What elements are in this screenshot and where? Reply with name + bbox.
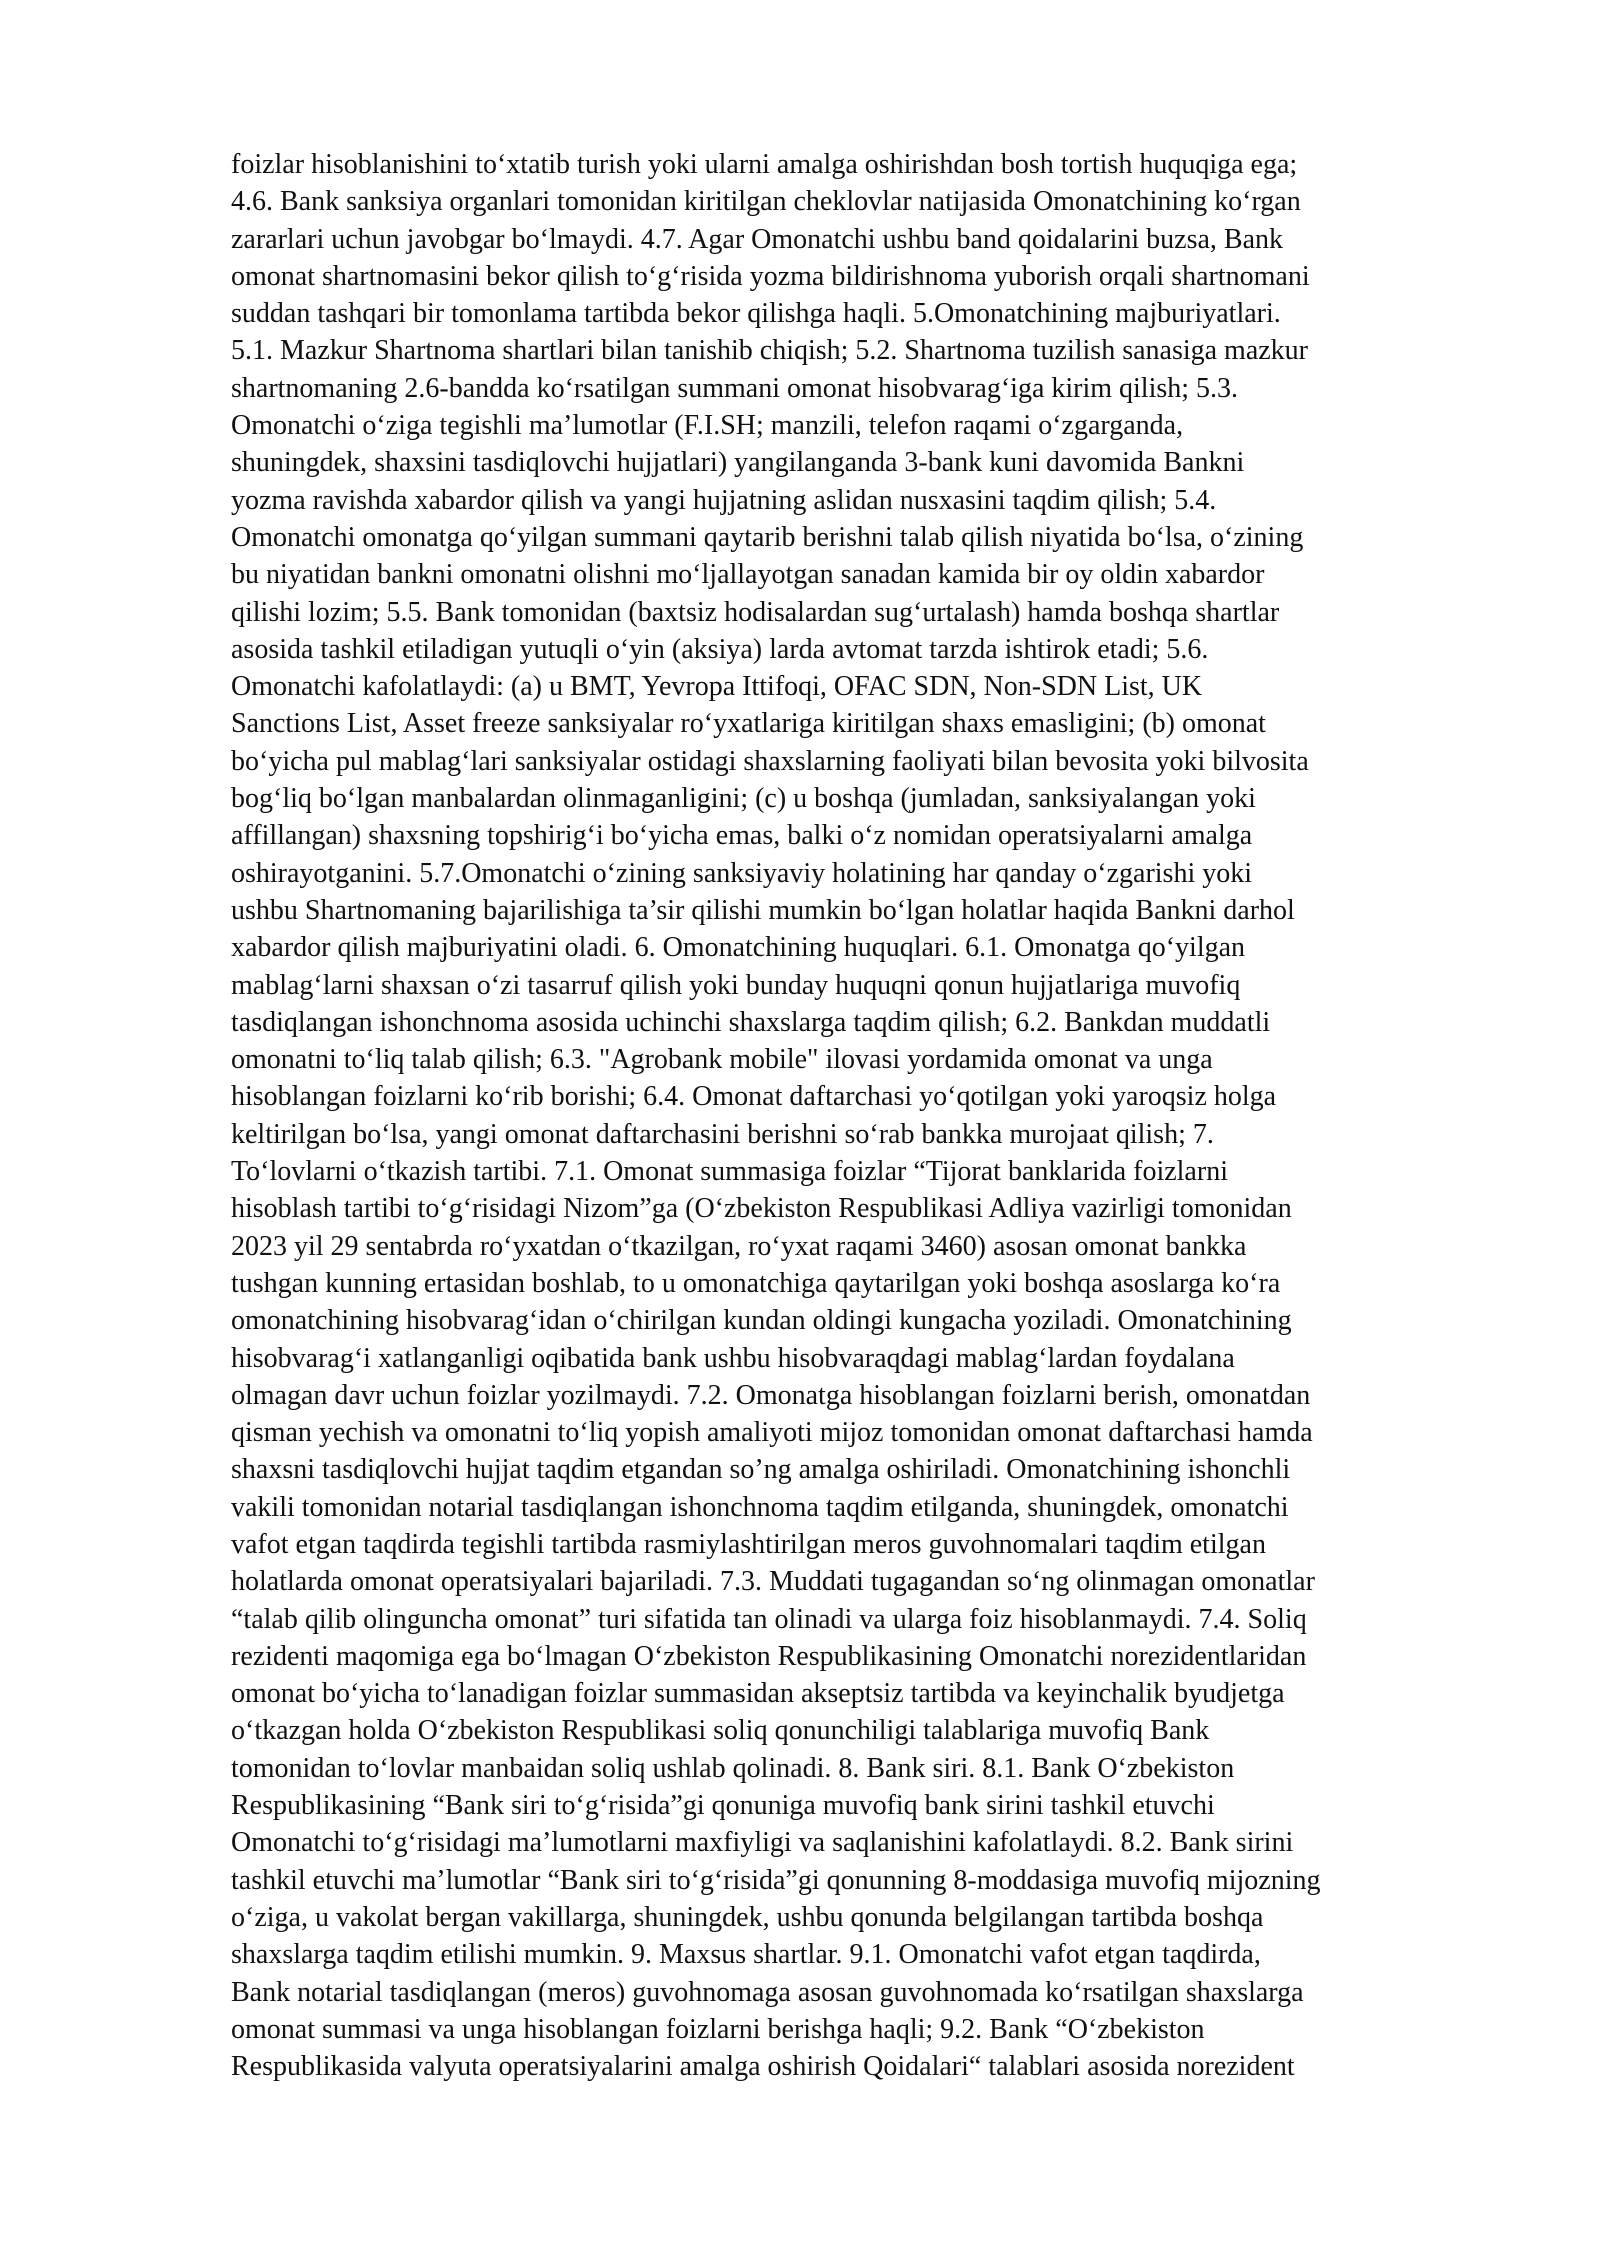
text-line: omonat summasi va unga hisoblangan foizlarni berishga haqli; 9.2. Bank “O‘zbekiston xyxy=(231,2013,1205,2045)
text-line: Omonatchi to‘g‘risidagi ma’lumotlarni maxfiyligi va saqlanishini kafolatlaydi. 8.2. Bank sirini xyxy=(231,1827,1294,1859)
text-line: 2023 yil 29 sentabrda ro‘yxatdan o‘tkazilgan, ro‘yxat raqami 3460) asosan omonat bankka xyxy=(231,1230,1247,1262)
text-line: Omonatchi kafolatlaydi: (a) u BMT, Yevropa Ittifoqi, OFAC SDN, Non-SDN List, UK xyxy=(231,671,1203,703)
text-line: To‘lovlarni o‘tkazish tartibi. 7.1. Omonat summasiga foizlar “Tijorat banklarida foizlarni xyxy=(231,1156,1228,1188)
text-line: omonat shartnomasini bekor qilish to‘g‘risida yozma bildirishnoma yuborish orqali shartnomani xyxy=(231,260,1310,292)
text-line: tomonidan to‘lovlar manbaidan soliq ushlab qolinadi. 8. Bank siri. 8.1. Bank O‘zbekiston xyxy=(231,1752,1235,1784)
text-line: hisoblangan foizlarni ko‘rib borishi; 6.4. Omonat daftarchasi yo‘qotilgan yoki yaroqsiz holga xyxy=(231,1081,1277,1113)
text-line: Bank notarial tasdiqlangan (meros) guvohnomaga asosan guvohnomada ko‘rsatilgan shaxslarga xyxy=(231,1976,1304,2008)
text-line: oshirayotganini. 5.7.Omonatchi o‘zining sanksiyaviy holatining har qanday o‘zgarishi yoki xyxy=(231,857,1253,889)
text-line: shaxsni tasdiqlovchi hujjat taqdim etgandan so’ng amalga oshiriladi. Omonatchining ishonchli xyxy=(231,1454,1291,1486)
text-line: o‘tkazgan holda O‘zbekiston Respublikasi soliq qonunchiligi talablariga muvofiq Bank xyxy=(231,1715,1210,1747)
text-line: hisoblash tartibi to‘g‘risidagi Nizom”ga (O‘zbekiston Respublikasi Adliya vazirligi tomonidan xyxy=(231,1193,1292,1225)
text-line: qilishi lozim; 5.5. Bank tomonidan (baxtsiz hodisalardan sug‘urtalash) hamda boshqa shartlar xyxy=(231,596,1280,628)
text-line: o‘ziga, u vakolat bergan vakillarga, shuningdek, ushbu qonunda belgilangan tartibda boshqa xyxy=(231,1901,1264,1933)
text-line: tashkil etuvchi ma’lumotlar “Bank siri to‘g‘risida”gi qonunning 8-moddasiga muvofiq mijozning xyxy=(231,1864,1321,1896)
text-line: ushbu Shartnomaning bajarilishiga ta’sir qilishi mumkin bo‘lgan holatlar haqida Bankni darhol xyxy=(231,894,1295,926)
text-line: vakili tomonidan notarial tasdiqlangan ishonchnoma taqdim etilganda, shuningdek, omonatchi xyxy=(231,1491,1289,1523)
text-line: 4.6. Bank sanksiya organlari tomonidan kiritilgan cheklovlar natijasida Omonatchining ko‘rgan xyxy=(231,186,1301,218)
text-line: Omonatchi omonatga qo‘yilgan summani qaytarib berishni talab qilish niyatida bo‘lsa, o‘zining xyxy=(231,521,1304,553)
text-line: vafot etgan taqdirda tegishli tartibda rasmiylashtirilgan meros guvohnomalari taqdim etilgan xyxy=(231,1528,1266,1560)
text-line: Respublikasining “Bank siri to‘g‘risida”gi qonuniga muvofiq bank sirini tashkil etuvchi xyxy=(231,1790,1215,1822)
text-line: Omonatchi o‘ziga tegishli ma’lumotlar (F.I.SH; manzili, telefon raqami o‘zgarganda, xyxy=(231,410,1184,442)
text-line: holatlarda omonat operatsiyalari bajariladi. 7.3. Muddati tugagandan so‘ng olinmagan omonatlar xyxy=(231,1566,1315,1598)
text-line: xabardor qilish majburiyatini oladi. 6. Omonatchining huquqlari. 6.1. Omonatga qo‘yilgan xyxy=(231,932,1246,964)
text-line: shaxslarga taqdim etilishi mumkin. 9. Maxsus shartlar. 9.1. Omonatchi vafot etgan taqdirda, xyxy=(231,1939,1261,1971)
text-line: 5.1. Mazkur Shartnoma shartlari bilan tanishib chiqish; 5.2. Shartnoma tuzilish sanasiga mazkur xyxy=(231,335,1309,367)
text-line: bog‘liq bo‘lgan manbalardan olinmaganligini; (c) u boshqa (jumladan, sanksiyalangan yoki xyxy=(231,783,1256,815)
text-line: affillangan) shaxsning topshirig‘i bo‘yicha emas, balki o‘z nomidan operatsiyalarni amalga xyxy=(231,820,1253,852)
text-line: rezidenti maqomiga ega bo‘lmagan O‘zbekiston Respublikasining Omonatchi norezidentlaridan xyxy=(231,1640,1307,1672)
text-line: “talab qilib olinguncha omonat” turi sifatida tan olinadi va ularga foiz hisoblanmaydi. 7.4. Soliq xyxy=(231,1603,1307,1635)
text-line: omonatni to‘liq talab qilish; 6.3. "Agrobank mobile" ilovasi yordamida omonat va unga xyxy=(231,1044,1213,1076)
text-line: bo‘yicha pul mablag‘lari sanksiyalar ostidagi shaxslarning faoliyati bilan bevosita yoki bilvosita xyxy=(231,745,1309,777)
text-line: keltirilgan bo‘lsa, yangi omonat daftarchasini berishni so‘rab bankka murojaat qilish; 7. xyxy=(231,1118,1214,1150)
text-line: tasdiqlangan ishonchnoma asosida uchinchi shaxslarga taqdim qilish; 6.2. Bankdan muddatli xyxy=(231,1006,1271,1038)
text-line: omonat bo‘yicha to‘lanadigan foizlar summasidan akseptsiz tartibda va keyinchalik byudjetga xyxy=(231,1678,1285,1710)
text-line: bu niyatidan bankni omonatni olishni mo‘ljallayotgan sanadan kamida bir oy oldin xabardor xyxy=(231,559,1265,591)
text-line: hisobvarag‘i xatlanganligi oqibatida bank ushbu hisobvaraqdagi mablag‘lardan foydalana xyxy=(231,1342,1235,1374)
text-line: shartnomaning 2.6-bandda ko‘rsatilgan summani omonat hisobvarag‘iga kirim qilish; 5.3. xyxy=(231,372,1239,404)
text-line: tushgan kunning ertasidan boshlab, to u omonatchiga qaytarilgan yoki boshqa asoslarga ko‘ra xyxy=(231,1267,1281,1299)
text-line: yozma ravishda xabardor qilish va yangi hujjatning aslidan nusxasini taqdim qilish; 5.4. xyxy=(231,484,1217,516)
text-line: qisman yechish va omonatni to‘liq yopish amaliyoti mijoz tomonidan omonat daftarchasi hamda xyxy=(231,1417,1313,1449)
body-text xyxy=(231,146,1521,2085)
text-line: foizlar hisoblanishini to‘xtatib turish yoki ularni amalga oshirishdan bosh tortish huquqiga ega; xyxy=(231,149,1298,180)
text-line: shuningdek, shaxsini tasdiqlovchi hujjatlari) yangilanganda 3-bank kuni davomida Bankni xyxy=(231,447,1245,479)
text-line: Sanctions List, Asset freeze sanksiyalar ro‘yxatlariga kiritilgan shaxs emasligini; (b) omonat xyxy=(231,708,1266,740)
text-line: suddan tashqari bir tomonlama tartibda bekor qilishga haqli. 5.Omonatchining majburiyatlari. xyxy=(231,298,1281,330)
text-line: omonatchining hisobvarag‘idan o‘chirilgan kundan oldingi kungacha yoziladi. Omonatchining xyxy=(231,1305,1292,1337)
text-line: olmagan davr uchun foizlar yozilmaydi. 7.2. Omonatga hisoblangan foizlarni berish, omonatdan xyxy=(231,1379,1311,1411)
text-line: zararlari uchun javobgar bo‘lmaydi. 4.7. Agar Omonatchi ushbu band qoidalarini buzsa, Bank xyxy=(231,223,1284,255)
text-line: asosida tashkil etiladigan yutuqli o‘yin (aksiya) larda avtomat tarzda ishtirok etadi; 5.6. xyxy=(231,633,1209,665)
text-line: Respublikasida valyuta operatsiyalarini amalga oshirish Qoidalari“ talablari asosida norezident xyxy=(231,2051,1295,2083)
text-line: mablag‘larni shaxsan o‘zi tasarruf qilish yoki bunday huquqni qonun hujjatlariga muvofiq xyxy=(231,969,1241,1001)
